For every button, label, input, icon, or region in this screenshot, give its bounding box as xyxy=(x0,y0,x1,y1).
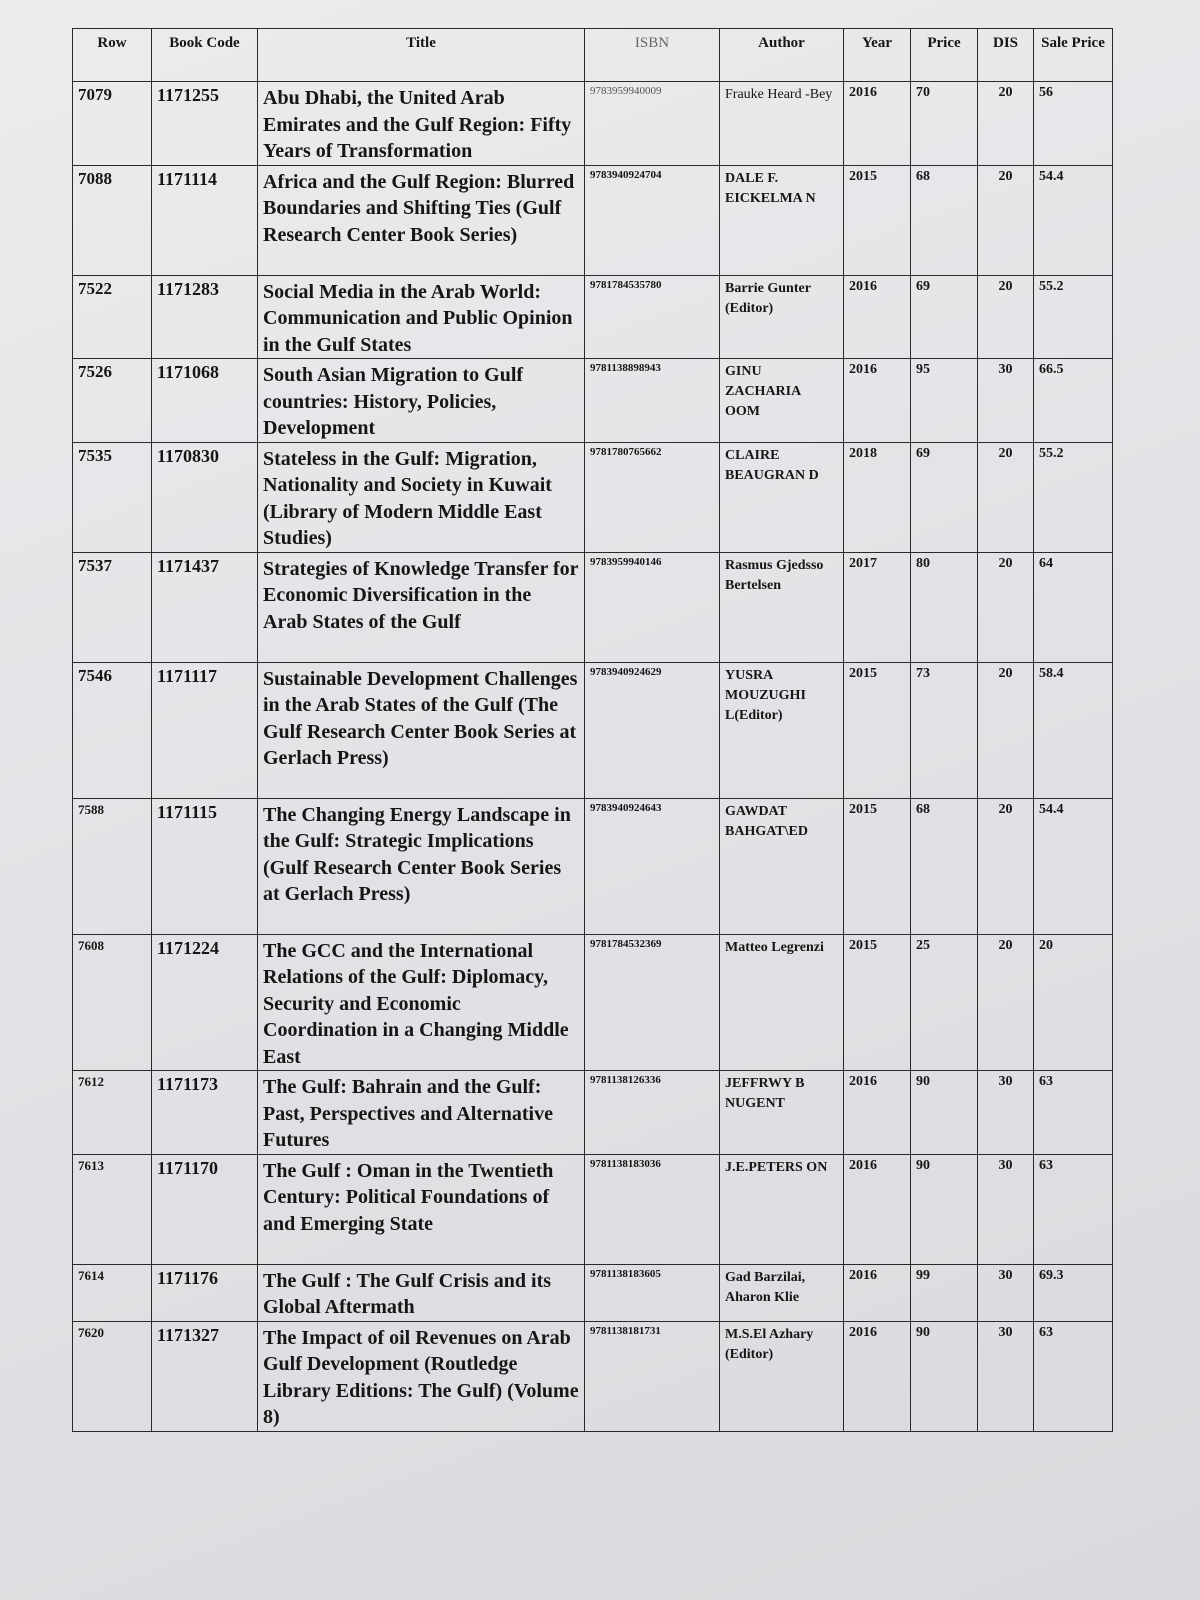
cell-row-number: 7088 xyxy=(73,165,152,275)
cell-price: 68 xyxy=(911,165,978,275)
book-list-sheet xyxy=(72,28,1112,1432)
cell-row-number: 7546 xyxy=(73,662,152,798)
cell-row-number: 7535 xyxy=(73,442,152,552)
cell-row-number: 7620 xyxy=(73,1321,152,1431)
cell-sale-price: 66.5 xyxy=(1034,359,1113,443)
cell-title: Strategies of Knowledge Transfer for Economic Diversification in the Arab States of the Gulf xyxy=(258,552,585,662)
header-dis: DIS xyxy=(978,29,1034,82)
cell-year: 2015 xyxy=(844,934,911,1071)
cell-book-code: 1171115 xyxy=(152,798,258,934)
cell-author: Matteo Legrenzi xyxy=(720,934,844,1071)
cell-row-number: 7608 xyxy=(73,934,152,1071)
table-row xyxy=(73,552,1113,662)
cell-sale-price: 56 xyxy=(1034,82,1113,166)
cell-year: 2017 xyxy=(844,552,911,662)
cell-year: 2016 xyxy=(844,359,911,443)
cell-book-code: 1171114 xyxy=(152,165,258,275)
header-author: Author xyxy=(720,29,844,82)
table-row xyxy=(73,165,1113,275)
cell-book-code: 1171068 xyxy=(152,359,258,443)
cell-author: DALE F. EICKELMA N xyxy=(720,165,844,275)
cell-price: 90 xyxy=(911,1321,978,1431)
cell-book-code: 1170830 xyxy=(152,442,258,552)
cell-price: 25 xyxy=(911,934,978,1071)
cell-book-code: 1171255 xyxy=(152,82,258,166)
cell-book-code: 1171283 xyxy=(152,275,258,359)
cell-price: 73 xyxy=(911,662,978,798)
cell-book-code: 1171224 xyxy=(152,934,258,1071)
cell-title: South Asian Migration to Gulf countries: History, Policies, Development xyxy=(258,359,585,443)
cell-year: 2016 xyxy=(844,275,911,359)
cell-row-number: 7614 xyxy=(73,1264,152,1321)
cell-author: J.E.PETERS ON xyxy=(720,1154,844,1264)
table-row xyxy=(73,1071,1113,1155)
cell-author: GINU ZACHARIA OOM xyxy=(720,359,844,443)
cell-isbn: 9781138183605 xyxy=(585,1264,720,1321)
cell-dis: 20 xyxy=(978,552,1034,662)
cell-price: 90 xyxy=(911,1071,978,1155)
table-row xyxy=(73,1264,1113,1321)
header-row-number: Row xyxy=(73,29,152,82)
cell-isbn: 9781138183036 xyxy=(585,1154,720,1264)
header-price: Price xyxy=(911,29,978,82)
cell-sale-price: 63 xyxy=(1034,1321,1113,1431)
cell-isbn: 9781138126336 xyxy=(585,1071,720,1155)
cell-row-number: 7588 xyxy=(73,798,152,934)
cell-book-code: 1171437 xyxy=(152,552,258,662)
cell-title: The Gulf : Oman in the Twentieth Century: Political Foundations of and Emerging State xyxy=(258,1154,585,1264)
cell-author: Frauke Heard -Bey xyxy=(720,82,844,166)
cell-dis: 20 xyxy=(978,82,1034,166)
cell-dis: 30 xyxy=(978,1071,1034,1155)
table-row xyxy=(73,1154,1113,1264)
header-title: Title xyxy=(258,29,585,82)
cell-row-number: 7613 xyxy=(73,1154,152,1264)
cell-title: Stateless in the Gulf: Migration, Nationality and Society in Kuwait (Library of Modern Middle East Studies) xyxy=(258,442,585,552)
cell-sale-price: 58.4 xyxy=(1034,662,1113,798)
cell-sale-price: 20 xyxy=(1034,934,1113,1071)
cell-isbn: 9781138181731 xyxy=(585,1321,720,1431)
cell-isbn: 9781138898943 xyxy=(585,359,720,443)
cell-author: Rasmus Gjedsso Bertelsen xyxy=(720,552,844,662)
cell-sale-price: 64 xyxy=(1034,552,1113,662)
cell-isbn: 9783940924643 xyxy=(585,798,720,934)
cell-price: 69 xyxy=(911,442,978,552)
cell-dis: 30 xyxy=(978,1321,1034,1431)
table-row xyxy=(73,359,1113,443)
table-row xyxy=(73,82,1113,166)
cell-isbn: 9781784535780 xyxy=(585,275,720,359)
cell-author: Gad Barzilai, Aharon Klie xyxy=(720,1264,844,1321)
header-book-code: Book Code xyxy=(152,29,258,82)
cell-dis: 30 xyxy=(978,1154,1034,1264)
cell-isbn: 9783940924704 xyxy=(585,165,720,275)
cell-title: Africa and the Gulf Region: Blurred Boundaries and Shifting Ties (Gulf Research Center Book Series) xyxy=(258,165,585,275)
cell-book-code: 1171327 xyxy=(152,1321,258,1431)
table-row xyxy=(73,798,1113,934)
header-year: Year xyxy=(844,29,911,82)
cell-price: 90 xyxy=(911,1154,978,1264)
cell-year: 2016 xyxy=(844,1321,911,1431)
cell-title: Abu Dhabi, the United Arab Emirates and the Gulf Region: Fifty Years of Transformation xyxy=(258,82,585,166)
cell-row-number: 7612 xyxy=(73,1071,152,1155)
cell-sale-price: 55.2 xyxy=(1034,442,1113,552)
cell-dis: 20 xyxy=(978,798,1034,934)
cell-row-number: 7522 xyxy=(73,275,152,359)
cell-title: The Gulf: Bahrain and the Gulf: Past, Perspectives and Alternative Futures xyxy=(258,1071,585,1155)
cell-year: 2016 xyxy=(844,1264,911,1321)
cell-isbn: 9783959940146 xyxy=(585,552,720,662)
table-row xyxy=(73,934,1113,1071)
cell-dis: 20 xyxy=(978,662,1034,798)
cell-year: 2016 xyxy=(844,82,911,166)
cell-sale-price: 63 xyxy=(1034,1154,1113,1264)
cell-dis: 20 xyxy=(978,934,1034,1071)
cell-book-code: 1171173 xyxy=(152,1071,258,1155)
cell-year: 2016 xyxy=(844,1154,911,1264)
cell-sale-price: 63 xyxy=(1034,1071,1113,1155)
cell-author: CLAIRE BEAUGRAN D xyxy=(720,442,844,552)
cell-sale-price: 69.3 xyxy=(1034,1264,1113,1321)
header-isbn: ISBN xyxy=(585,29,720,82)
cell-book-code: 1171117 xyxy=(152,662,258,798)
cell-title: The Impact of oil Revenues on Arab Gulf Development (Routledge Library Editions: The Gulf) (Volume 8) xyxy=(258,1321,585,1431)
cell-year: 2015 xyxy=(844,165,911,275)
cell-dis: 20 xyxy=(978,275,1034,359)
cell-price: 70 xyxy=(911,82,978,166)
cell-year: 2015 xyxy=(844,798,911,934)
cell-year: 2015 xyxy=(844,662,911,798)
cell-dis: 20 xyxy=(978,442,1034,552)
cell-author: Barrie Gunter (Editor) xyxy=(720,275,844,359)
cell-row-number: 7537 xyxy=(73,552,152,662)
cell-dis: 30 xyxy=(978,1264,1034,1321)
cell-title: The GCC and the International Relations of the Gulf: Diplomacy, Security and Economic Coordination in a Changing Middle East xyxy=(258,934,585,1071)
cell-isbn: 9783959940009 xyxy=(585,82,720,166)
cell-title: Sustainable Development Challenges in the Arab States of the Gulf (The Gulf Research Center Book Series at Gerlach Press) xyxy=(258,662,585,798)
cell-author: JEFFRWY B NUGENT xyxy=(720,1071,844,1155)
cell-sale-price: 55.2 xyxy=(1034,275,1113,359)
cell-row-number: 7526 xyxy=(73,359,152,443)
table-row xyxy=(73,442,1113,552)
cell-price: 68 xyxy=(911,798,978,934)
cell-isbn: 9781784532369 xyxy=(585,934,720,1071)
header-sale-price: Sale Price xyxy=(1034,29,1113,82)
cell-title: The Gulf : The Gulf Crisis and its Global Aftermath xyxy=(258,1264,585,1321)
book-table xyxy=(72,28,1113,1432)
cell-isbn: 9781780765662 xyxy=(585,442,720,552)
table-row xyxy=(73,275,1113,359)
cell-sale-price: 54.4 xyxy=(1034,165,1113,275)
cell-price: 95 xyxy=(911,359,978,443)
table-row xyxy=(73,1321,1113,1431)
cell-author: M.S.El Azhary (Editor) xyxy=(720,1321,844,1431)
cell-title: Social Media in the Arab World: Communication and Public Opinion in the Gulf States xyxy=(258,275,585,359)
cell-row-number: 7079 xyxy=(73,82,152,166)
cell-sale-price: 54.4 xyxy=(1034,798,1113,934)
table-row xyxy=(73,662,1113,798)
cell-author: GAWDAT BAHGAT\ED xyxy=(720,798,844,934)
cell-book-code: 1171176 xyxy=(152,1264,258,1321)
cell-author: YUSRA MOUZUGHI L(Editor) xyxy=(720,662,844,798)
cell-price: 80 xyxy=(911,552,978,662)
cell-book-code: 1171170 xyxy=(152,1154,258,1264)
cell-year: 2016 xyxy=(844,1071,911,1155)
cell-isbn: 9783940924629 xyxy=(585,662,720,798)
cell-dis: 30 xyxy=(978,359,1034,443)
cell-price: 69 xyxy=(911,275,978,359)
cell-year: 2018 xyxy=(844,442,911,552)
cell-title: The Changing Energy Landscape in the Gulf: Strategic Implications (Gulf Research Center Book Series at Gerlach Press) xyxy=(258,798,585,934)
cell-price: 99 xyxy=(911,1264,978,1321)
header-row xyxy=(73,29,1113,82)
cell-dis: 20 xyxy=(978,165,1034,275)
